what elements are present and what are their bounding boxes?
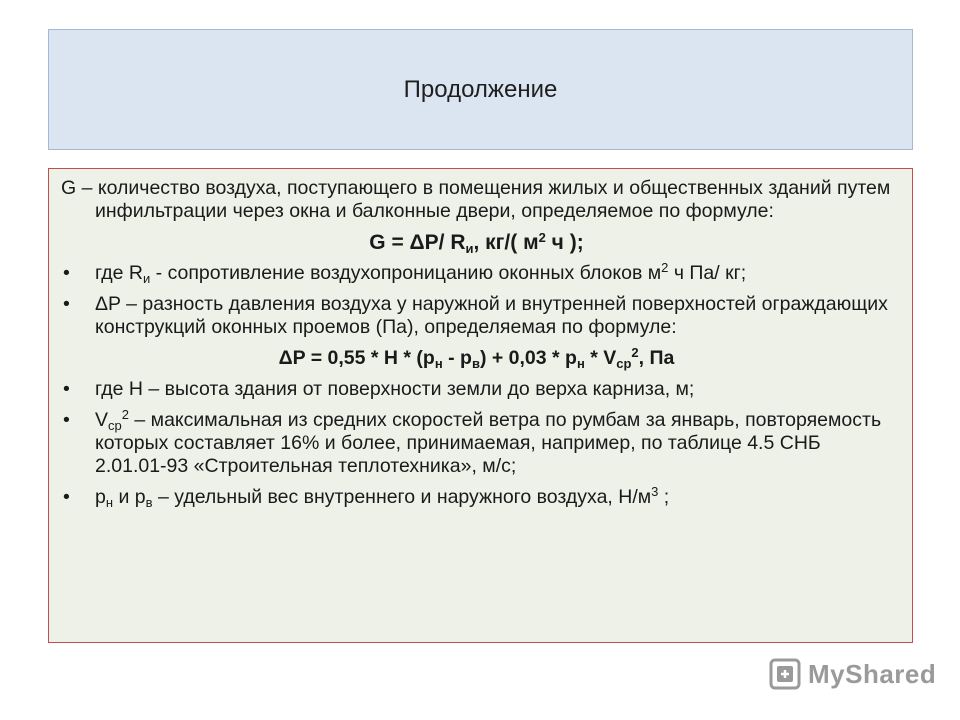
list-item-resistance: • где $R_и$ - сопротивление воздухопроницанию оконных блоков $м^2$ ч Па/ кг; xyxy=(61,262,892,285)
list-item-height: • где H – высота здания от поверхности земли до верха карниза, м; xyxy=(61,378,892,401)
list-item-pressure-difference: • ΔP – разность давления воздуха у наружной и внутренней поверхностей ограждающих конструкций оконных проемов (Па), определяемая по формуле: xyxy=(61,293,892,339)
intro-paragraph: G – количество воздуха, поступающего в помещения жилых и общественных зданий путем инфильтрации через окна и балконные двери, определяемое по формуле: xyxy=(61,177,891,222)
bullet-list-2 xyxy=(61,378,892,509)
formula-g: G = ΔP/ $R_и$, кг/( $м^2$ ч ); xyxy=(369,230,584,256)
title-panel xyxy=(48,29,913,150)
bullet-list xyxy=(61,262,892,339)
watermark-text: MyShared xyxy=(808,658,937,689)
slide-title: Продолжение xyxy=(403,75,558,103)
myshared-watermark xyxy=(768,656,936,692)
formula-delta-p: $\Delta P = 0,55 * H * (p_н - p_в) + 0,03 * p_н * V_{ср}^2$, Па xyxy=(278,345,675,371)
list-item-specific-weight: • $p_н$ и $p_в$ – удельный вес внутреннего и наружного воздуха, $Н/м^3$ ; xyxy=(61,486,892,509)
myshared-logo-icon xyxy=(768,657,802,691)
list-item-wind-speed: • $V_{ср}^2$ – максимальная из средних скоростей ветра по румбам за январь, повторяемость которых составляет 16% и более, принимаемая, например, по таблице 4.5 СНБ 2.01.01-93 «Строительная теплотехника», м/с; xyxy=(61,409,892,478)
content-panel xyxy=(48,168,913,643)
